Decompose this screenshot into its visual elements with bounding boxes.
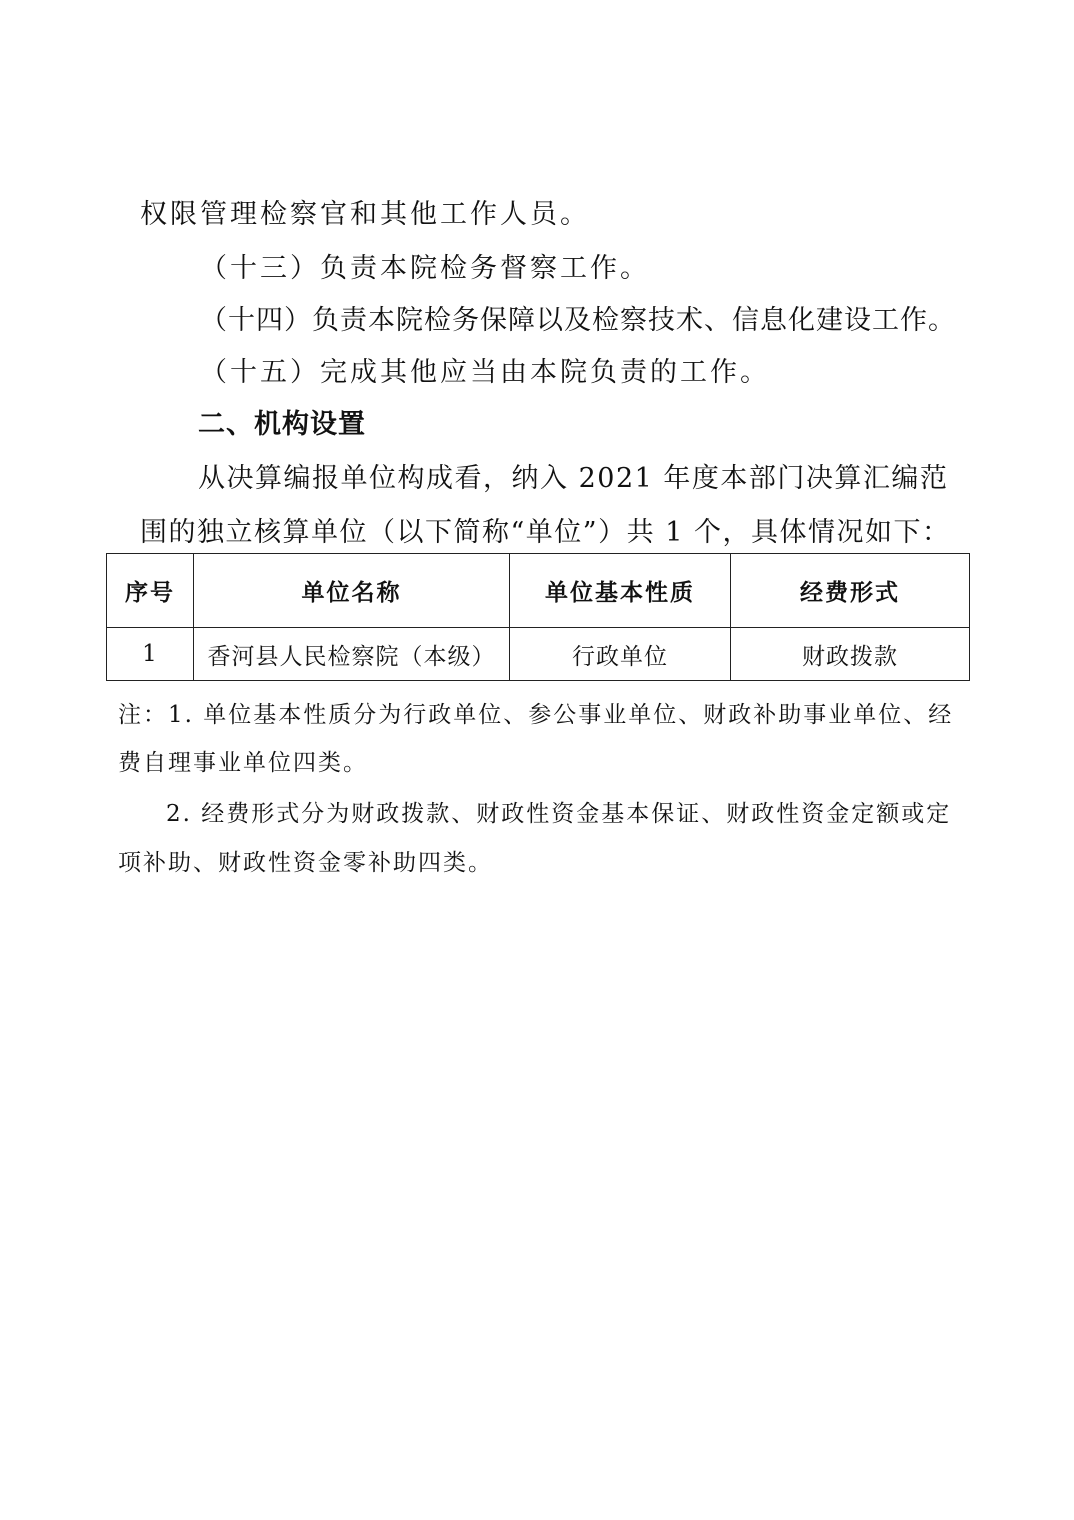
unit-table — [106, 553, 970, 681]
section-heading: 二、机构设置 — [198, 409, 366, 440]
header-unit-nature: 单位基本性质 — [510, 554, 731, 628]
table-row — [107, 628, 970, 681]
paragraph-duty-13: （十三）负责本院检务督察工作。 — [200, 253, 650, 284]
note-2-line1: 2. 经费形式分为财政拨款、财政性资金基本保证、财政性资金定额或定 — [166, 801, 952, 827]
header-index: 序号 — [107, 554, 194, 628]
cell-unit-nature: 行政单位 — [510, 628, 731, 681]
note-1-line2: 费自理事业单位四类。 — [118, 750, 368, 776]
paragraph-duty-continuation: 权限管理检察官和其他工作人员。 — [140, 199, 590, 230]
paragraph-scope-line2: 围的独立核算单位（以下简称“单位”）共 1 个，具体情况如下： — [140, 517, 951, 548]
paragraph-duty-15: （十五）完成其他应当由本院负责的工作。 — [200, 357, 770, 388]
paragraph-duty-14: （十四）负责本院检务保障以及检察技术、信息化建设工作。 — [200, 305, 956, 336]
note-2-line2: 项补助、财政性资金零补助四类。 — [118, 850, 493, 876]
paragraph-scope-line1: 从决算编报单位构成看，纳入 2021 年度本部门决算汇编范 — [198, 463, 949, 494]
note-1-line1: 注：1. 单位基本性质分为行政单位、参公事业单位、财政补助事业单位、经 — [118, 702, 954, 728]
header-unit-name: 单位名称 — [194, 554, 510, 628]
header-funding-form: 经费形式 — [731, 554, 970, 628]
cell-funding-form: 财政拨款 — [731, 628, 970, 681]
cell-unit-name: 香河县人民检察院（本级） — [194, 628, 510, 681]
table-header-row — [107, 554, 970, 628]
cell-index: 1 — [107, 628, 194, 681]
